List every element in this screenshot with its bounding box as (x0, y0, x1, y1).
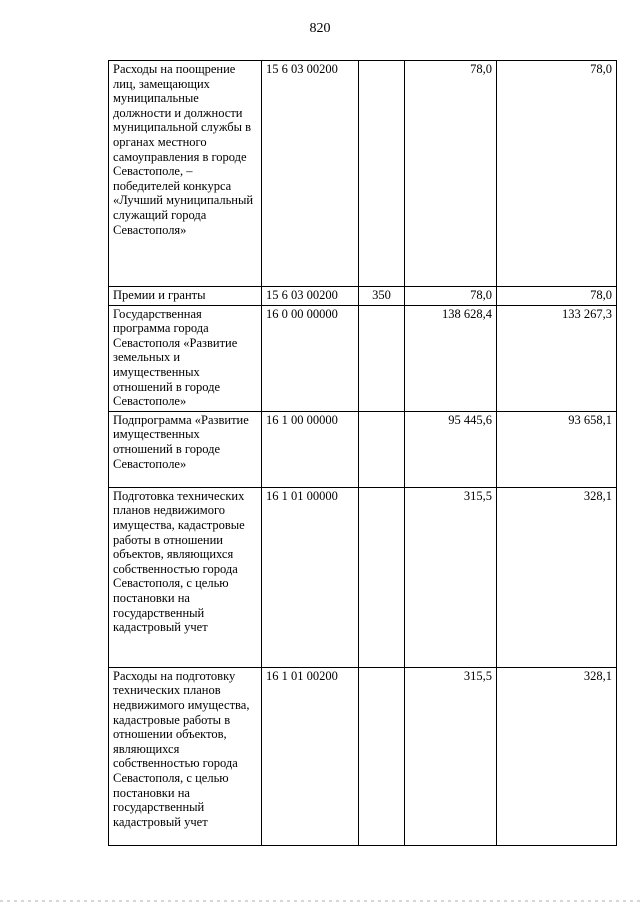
expense-type-cell (359, 411, 405, 487)
target-article-code-cell: 16 1 01 00200 (262, 667, 359, 845)
table-row (109, 487, 617, 667)
expense-type-cell (359, 61, 405, 287)
row-name-cell: Подпрограмма «Развитие имущественных отношений в городе Севастополе» (109, 411, 262, 487)
target-article-code-cell: 16 1 01 00000 (262, 487, 359, 667)
amount-year1-cell: 78,0 (405, 287, 497, 306)
table-row (109, 305, 617, 411)
amount-year1-cell: 138 628,4 (405, 305, 497, 411)
row-name-cell: Расходы на подготовку технических планов недвижимого имущества, кадастровые работы в отношении объектов, являющихся собственностью города Севастополя, с целью постановки на государственный кадастровый учет (109, 667, 262, 845)
expense-type-cell (359, 305, 405, 411)
amount-year2-cell: 78,0 (497, 61, 617, 287)
amount-year2-cell: 328,1 (497, 667, 617, 845)
target-article-code-cell: 15 6 03 00200 (262, 287, 359, 306)
target-article-code-cell: 16 1 00 00000 (262, 411, 359, 487)
table-row (109, 411, 617, 487)
table-row (109, 667, 617, 845)
target-article-code-cell: 16 0 00 00000 (262, 305, 359, 411)
row-name-cell: Государственная программа города Севастополя «Развитие земельных и имущественных отношений в городе Севастополе» (109, 305, 262, 411)
target-article-code-cell: 15 6 03 00200 (262, 61, 359, 287)
table-row (109, 61, 617, 287)
row-name-cell: Подготовка технических планов недвижимого имущества, кадастровые работы в отношении объектов, являющихся собственностью города Севастополя, с целью постановки на государственный кадастровый учет (109, 487, 262, 667)
row-name-cell: Расходы на поощрение лиц, замещающих муниципальные должности и должности муниципальной службы в органах местного самоуправления в городе Севастополе, – победителей конкурса «Лучший муниципальный служащий города Севастополя» (109, 61, 262, 287)
scan-edge-noise (0, 900, 640, 902)
expense-type-cell (359, 667, 405, 845)
amount-year1-cell: 78,0 (405, 61, 497, 287)
amount-year2-cell: 133 267,3 (497, 305, 617, 411)
amount-year2-cell: 328,1 (497, 487, 617, 667)
page-number: 820 (309, 21, 331, 36)
amount-year2-cell: 93 658,1 (497, 411, 617, 487)
amount-year1-cell: 95 445,6 (405, 411, 497, 487)
amount-year2-cell: 78,0 (497, 287, 617, 306)
expense-type-cell (359, 487, 405, 667)
amount-year1-cell: 315,5 (405, 667, 497, 845)
table-row (109, 287, 617, 306)
expense-type-cell: 350 (359, 287, 405, 306)
row-name-cell: Премии и гранты (109, 287, 262, 306)
budget-table (108, 60, 617, 846)
amount-year1-cell: 315,5 (405, 487, 497, 667)
